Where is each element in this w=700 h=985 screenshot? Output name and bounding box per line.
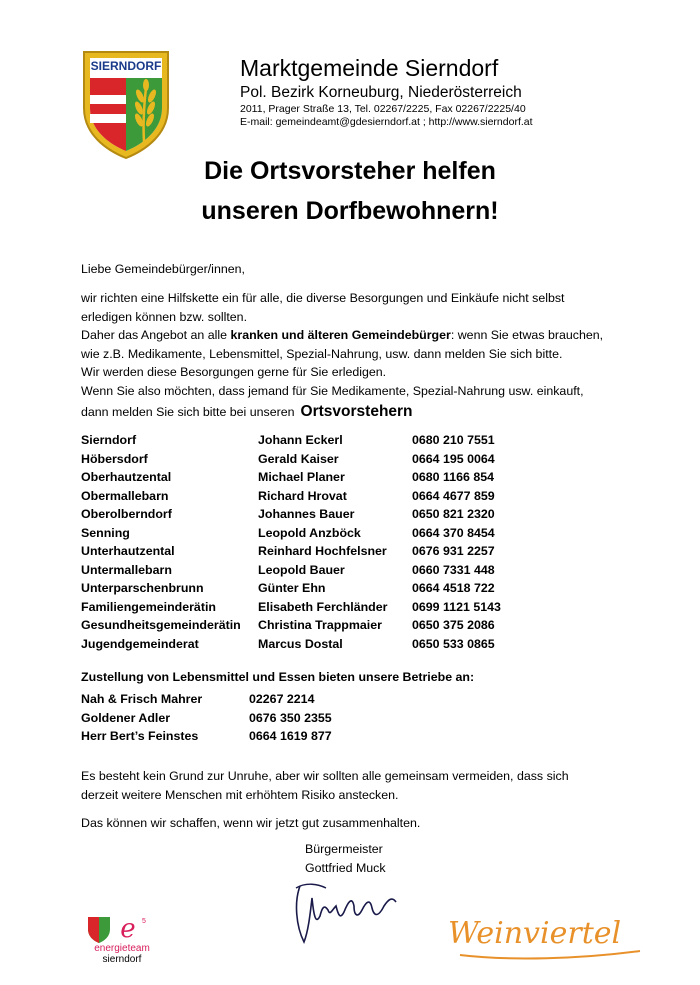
svg-text:5: 5 [142, 918, 146, 925]
ortsvorsteher-name: Leopold Bauer [258, 562, 345, 577]
page-title-line1: Die Ortsvorsteher helfen [204, 157, 496, 185]
crest-label: SIERNDORF [90, 59, 162, 73]
ortsvorsteher-place: Oberhautzental [81, 470, 172, 484]
svg-text:Weinviertel: Weinviertel [448, 916, 622, 951]
ortsvorsteher-place: Höbersdorf [81, 451, 148, 466]
ortsvorsteher-place: Gesundheitsgemeinderätin [81, 618, 241, 632]
signature-block [305, 840, 386, 877]
closing-sentence: Das können wir schaffen, wenn wir jetzt gut zusammenhalten. [81, 816, 421, 830]
svg-text:e: e [120, 914, 136, 944]
ortsvorsteher-phone: 0664 4518 722 [412, 581, 495, 595]
ortsvorsteher-name: Richard Hrovat [258, 488, 347, 503]
weinviertel-logo [440, 905, 650, 963]
ortsvorsteher-name: Christina Trappmaier [258, 618, 382, 632]
ortsvorsteher-phone: 0699 1121 5143 [412, 599, 501, 614]
org-address: 2011, Prager Straße 13, Tel. 02267/2225, Fax 02267/2225/40 [240, 103, 526, 115]
ortsvorsteher-name: Gerald Kaiser [258, 451, 339, 466]
salutation: Liebe Gemeindebürger/innen, [81, 262, 245, 276]
ortsvorsteher-phone: 0664 4677 859 [412, 488, 495, 503]
org-contact[interactable]: E-mail: gemeindeamt@gdesierndorf.at ; http://www.sierndorf.at [240, 116, 533, 128]
ortsvorsteher-name: Marcus Dostal [258, 636, 343, 651]
handwritten-signature [288, 876, 408, 948]
org-name: Marktgemeinde Sierndorf [240, 55, 499, 81]
org-district: Pol. Bezirk Korneuburg, Niederösterreich [240, 84, 522, 101]
ortsvorsteher-place: Sierndorf [81, 433, 137, 447]
letter-contact-line: dann melden Sie sich bitte bei unseren Ortsvorstehern [81, 403, 413, 420]
ortsvorsteher-name: Michael Planer [258, 470, 345, 484]
ortsvorsteher-phone: 0664 370 8454 [412, 525, 495, 540]
betrieb-name: Nah & Frisch Mahrer [81, 692, 203, 706]
ortsvorsteher-place: Oberolberndorf [81, 507, 172, 521]
betrieb-phone: 0676 350 2355 [249, 710, 332, 725]
ortsvorsteher-place: Unterhautzental [81, 544, 175, 558]
ortsvorsteher-name: Reinhard Hochfelsner [258, 544, 387, 558]
ortsvorsteher-name: Johannes Bauer [258, 507, 355, 521]
ortsvorsteher-place: Obermallebarn [81, 488, 169, 503]
letter-paragraph-1: wir richten eine Hilfskette ein für alle, die diverse Besorgungen und Einkäufe nicht selbst erledigen können bzw. sollten. Daher das Angebot an alle kranken und älteren Gemeindebürger: wenn Sie etwas brauchen, wie z.B. Medikamente, Lebensmittel, Spezial-Nahrung, usw. dann melden Sie sich bitte. Wir werden diese Besorgungen gerne für Sie erledigen. Wenn Sie also möchten, dass jemand für Sie Medikamente, Spezial-Nahrung usw. einkauft, [81, 291, 604, 398]
betrieb-phone: 02267 2214 [249, 692, 315, 706]
ortsvorsteher-heading: Ortsvorstehern [300, 403, 413, 420]
page-title-line2: unseren Dorfbewohnern! [201, 197, 499, 225]
ortsvorsteher-place: Unterparschenbrunn [81, 581, 204, 595]
betrieb-name: Goldener Adler [81, 710, 171, 725]
energieteam-text: energieteam sierndorf [94, 943, 150, 965]
betriebe-heading: Zustellung von Lebensmittel und Essen bieten unsere Betriebe an: [81, 670, 475, 684]
ortsvorsteher-phone: 0676 931 2257 [412, 544, 495, 558]
signature-name: Gottfried Muck [305, 860, 386, 875]
betrieb-phone: 0664 1619 877 [249, 729, 332, 743]
ortsvorsteher-phone: 0680 1166 854 [412, 470, 495, 484]
closing-paragraph: Es besteht kein Grund zur Unruhe, aber wir sollten alle gemeinsam vermeiden, dass sich derzeit weitere Menschen mit erhöhtem Risiko anstecken. [81, 769, 569, 802]
ortsvorsteher-phone: 0650 821 2320 [412, 507, 495, 521]
ortsvorsteher-phone: 0680 210 7551 [412, 433, 495, 447]
ortsvorsteher-phone: 0664 195 0064 [412, 451, 495, 466]
sierndorf-crest [80, 50, 172, 160]
ortsvorsteher-place: Untermallebarn [81, 562, 172, 577]
ortsvorsteher-place: Jugendgemeinderat [81, 636, 199, 651]
ortsvorsteher-name: Johann Eckerl [258, 433, 343, 447]
ortsvorsteher-place: Familiengemeinderätin [81, 599, 216, 614]
ortsvorsteher-phone: 0650 375 2086 [412, 618, 495, 632]
signature-role: Bürgermeister [305, 842, 383, 856]
ortsvorsteher-phone: 0660 7331 448 [412, 562, 495, 577]
ortsvorsteher-name: Elisabeth Ferchländer [258, 599, 388, 614]
ortsvorsteher-name: Günter Ehn [258, 581, 326, 595]
ortsvorsteher-name: Leopold Anzböck [258, 525, 361, 540]
ortsvorsteher-phone: 0650 533 0865 [412, 636, 495, 651]
betrieb-name: Herr Bert’s Feinstes [81, 729, 199, 743]
ortsvorsteher-place: Senning [81, 525, 130, 540]
